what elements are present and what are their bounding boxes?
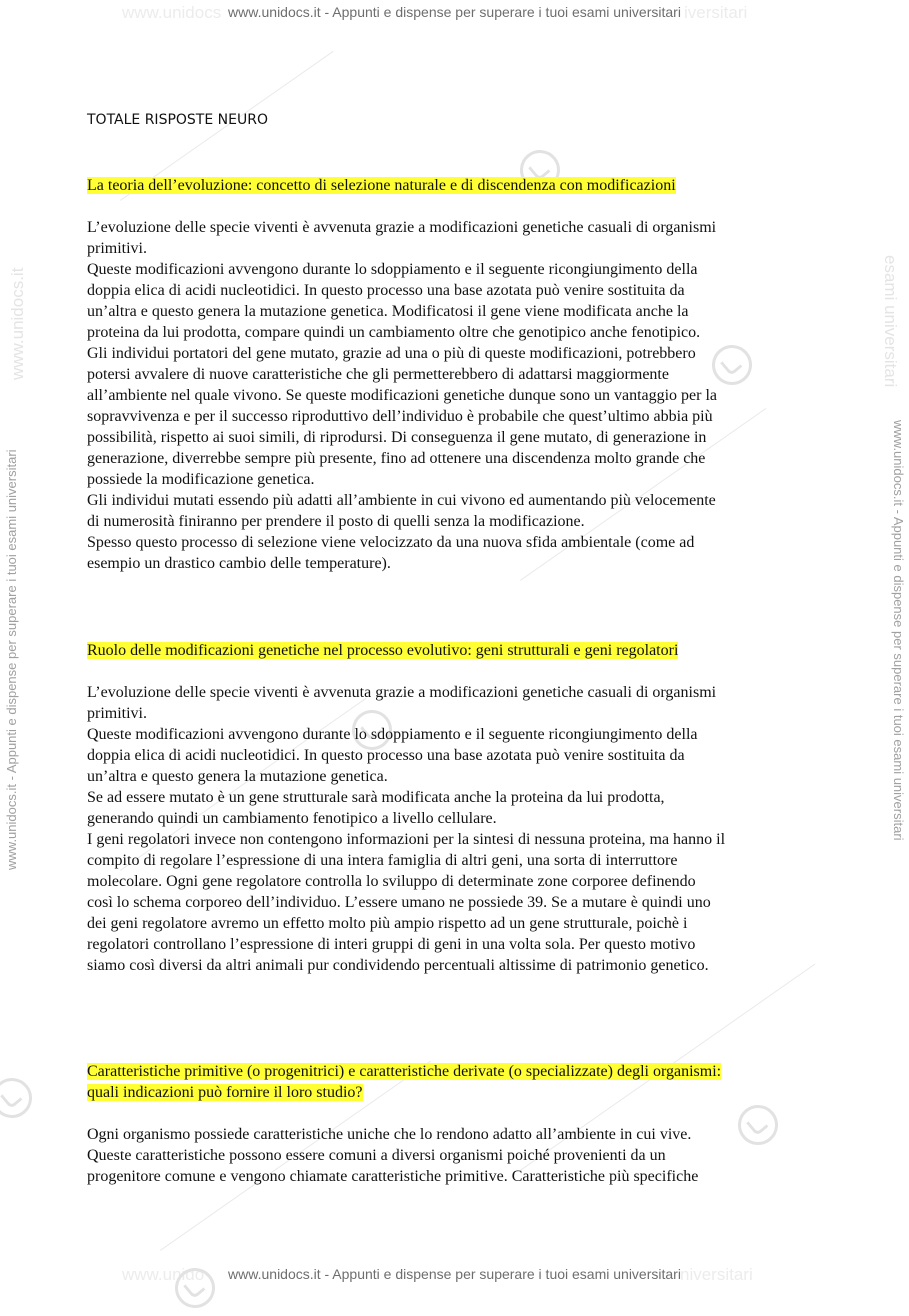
heading-line: Ruolo delle modificazioni genetiche nel processo evolutivo: geni strutturali e geni regolatori [87, 642, 679, 659]
body-line: un’altra e questo genera la mutazione genetica. [87, 768, 388, 785]
watermark-ghost-bottom-left: www.unido [122, 1265, 205, 1284]
body-line: primitivi. [87, 240, 147, 257]
body-line: L’evoluzione delle specie viventi è avvenuta grazie a modificazioni genetiche casuali di organismi [87, 219, 717, 236]
body-line: sopravvivenza e per il successo riproduttivo dell’individuo è probabile che quest’ultimo abbia più [87, 408, 713, 425]
body-line: Ogni organismo possiede caratteristiche uniche che lo rendono adatto all’ambiente in cui vive. [87, 1126, 692, 1143]
body-line: generando quindi un cambiamento fenotipico a livello cellulare. [87, 810, 497, 827]
document-title: TOTALE RISPOSTE NEURO [87, 112, 268, 128]
body-line: possiede la modificazione genetica. [87, 471, 315, 488]
body-line: doppia elica di acidi nucleotidici. In questo processo una base azotata può venire sostituita da [87, 747, 685, 764]
body-line: Queste modificazioni avvengono durante lo sdoppiamento e il seguente ricongiungimento della [87, 261, 698, 278]
body-line: di numerosità finiranno per prendere il posto di quelli senza la modificazione. [87, 513, 585, 530]
heading-line: quali indicazioni può fornire il loro studio? [87, 1084, 363, 1101]
body-line: L’evoluzione delle specie viventi è avvenuta grazie a modificazioni genetiche casuali di organismi [87, 684, 717, 701]
heading-line: La teoria dell’evoluzione: concetto di selezione naturale e di discendenza con modificazioni [87, 177, 676, 194]
body-line: Se ad essere mutato è un gene strutturale sarà modificata anche la proteina da lui prodotta, [87, 789, 665, 806]
body-line: Gli individui mutati essendo più adatti all’ambiente in cui vivono ed aumentando più velocemente [87, 492, 716, 509]
body-line: così lo schema corporeo dell’individuo. L’essere umano ne possiede 39. Se a mutare è quindi uno [87, 894, 711, 911]
watermark-side-right: www.unidocs.it - Appunti e dispense per superare i tuoi esami universitari [891, 420, 906, 841]
body-line: I geni regolatori invece non contengono informazioni per la sintesi di nessuna proteina, ma hanno il [87, 831, 726, 848]
body-line: compito di regolare l’espressione di una intera famiglia di altri geni, una sorta di interruttore [87, 852, 678, 869]
watermark-top: www.unidocs.it - Appunti e dispense per superare i tuoi esami universitari [228, 4, 681, 20]
body-line: dei geni regolatore avremo un effetto molto più ampio rispetto ad un gene strutturale, poichè i [87, 915, 688, 932]
body-line: primitivi. [87, 705, 147, 722]
body-line: generazione, diverrebbe sempre più presente, fino ad ottenere una discendenza molto grande che [87, 450, 706, 467]
section-heading [87, 1061, 721, 1103]
body-line: doppia elica di acidi nucleotidici. In questo processo una base azotata può venire sostituita da [87, 282, 685, 299]
body-line: potersi avvalere di nuove caratteristiche che gli permetterebbero di adattarsi maggiormente [87, 366, 669, 383]
body-line: esempio un drastico cambio delle temperature). [87, 555, 391, 572]
body-line: proteina da lui prodotta, compare quindi un cambiamento oltre che genotipico anche fenotipico. [87, 324, 701, 341]
watermark-bottom: www.unidocs.it - Appunti e dispense per superare i tuoi esami universitari [228, 1266, 681, 1282]
body-line: Queste modificazioni avvengono durante lo sdoppiamento e il seguente ricongiungimento della [87, 726, 698, 743]
body-line: progenitore comune e vengono chiamate caratteristiche primitive. Caratteristiche più specifiche [87, 1168, 699, 1185]
body-line: regolatori controllano l’espressione di interi gruppi di geni in una volta sola. Per questo motivo [87, 936, 696, 953]
watermark-side-ghost-left: www.unidocs.it [8, 267, 27, 380]
unidocs-logo-icon [0, 1070, 40, 1126]
section-heading [87, 175, 676, 196]
watermark-ghost-top-left: www.unidocs [122, 3, 222, 22]
watermark-ghost-bottom-right: niversitari [680, 1265, 753, 1284]
section-body [87, 1124, 827, 1187]
heading-line: Caratteristiche primitive (o progenitrici) e caratteristiche derivate (o specializzate) degli organismi: [87, 1063, 722, 1080]
body-line: Queste caratteristiche possono essere comuni a diversi organismi poiché provenienti da un [87, 1147, 666, 1164]
body-line: possibilità, rispetto ai suoi simili, di riprodursi. Di conseguenza il gene mutato, di generazione in [87, 429, 707, 446]
body-line: Spesso questo processo di selezione viene velocizzato da una nuova sfida ambientale (come ad [87, 534, 695, 551]
section-body [87, 682, 827, 976]
body-line: molecolare. Ogni gene regolatore controlla lo sviluppo di determinate zone corporee definendo [87, 873, 696, 890]
body-line: un’altra e questo genera la mutazione genetica. Modificatosi il gene viene modificata anche la [87, 303, 689, 320]
watermark-ghost-top-right: iversitari [684, 3, 748, 22]
body-line: Gli individui portatori del gene mutato, grazie ad una o più di queste modificazioni, potrebbero [87, 345, 696, 362]
watermark-side-ghost-right: esami universitari [881, 255, 900, 388]
section-heading [87, 640, 678, 661]
watermark-side-left: www.unidocs.it - Appunti e dispense per superare i tuoi esami universitari [4, 449, 19, 870]
body-line: siamo così diversi da altri animali pur condividendo percentuali altissime di patrimonio genetico. [87, 957, 709, 974]
body-line: all’ambiente nel quale vivono. Se queste modificazioni genetiche dunque sono un vantaggio per la [87, 387, 718, 404]
section-body [87, 217, 827, 574]
